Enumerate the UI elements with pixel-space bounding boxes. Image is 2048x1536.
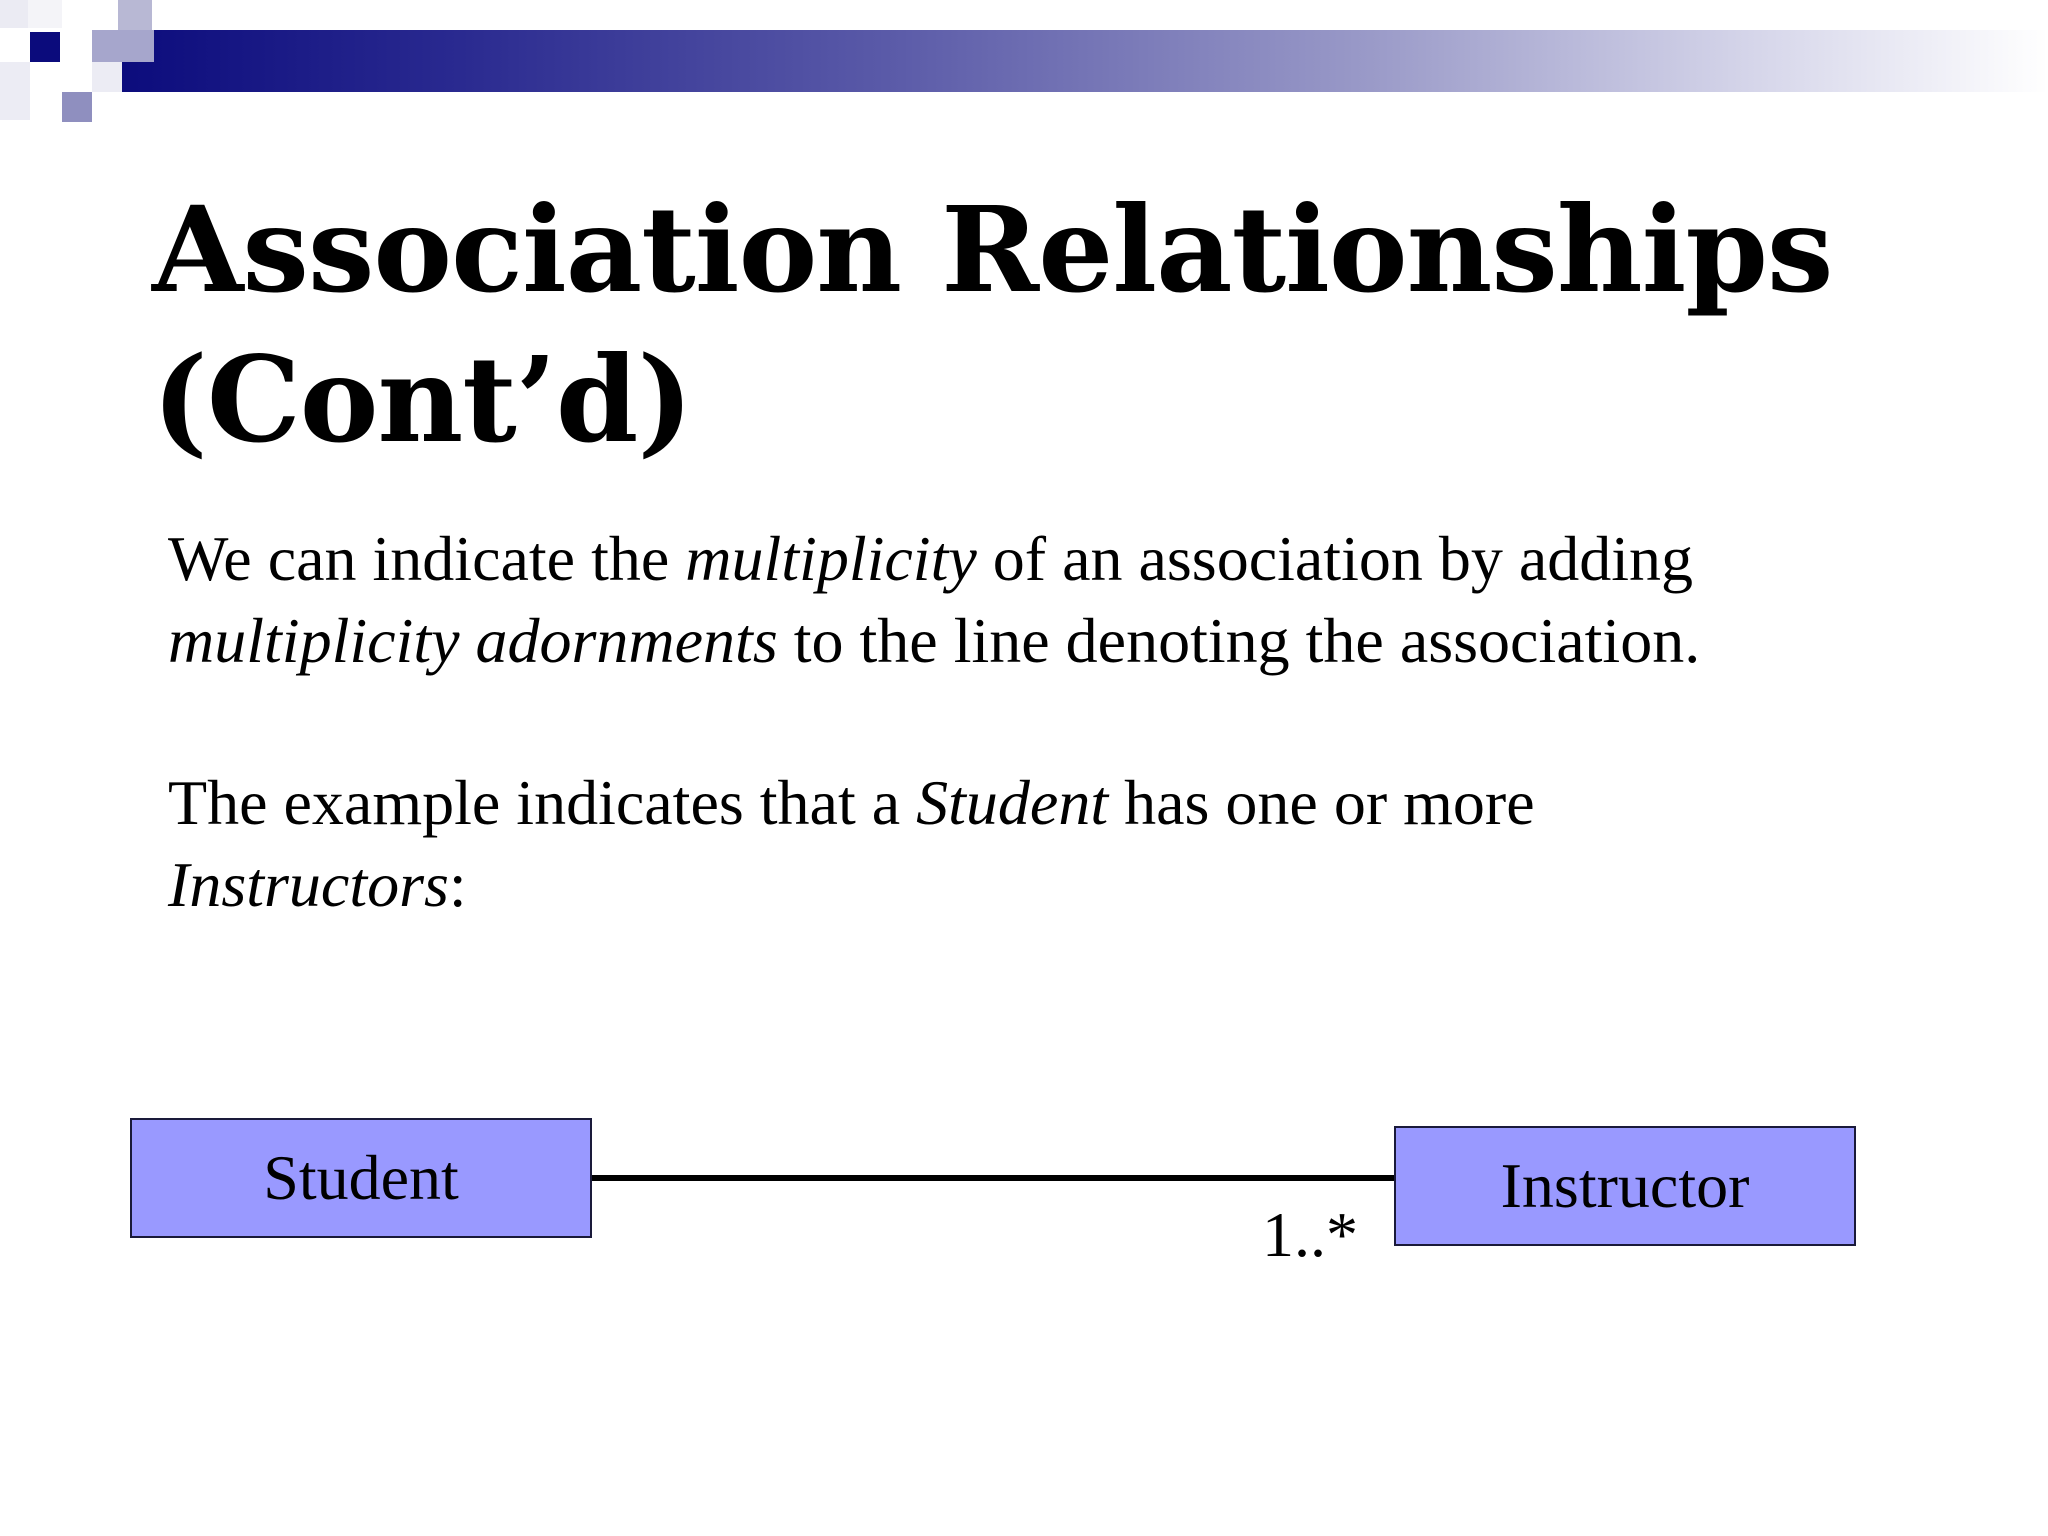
para1-italic-term: multiplicity adornments xyxy=(168,605,778,676)
header-square xyxy=(28,0,62,28)
para2-text: The example indicates that a xyxy=(168,767,917,838)
para1-italic-term: multiplicity xyxy=(685,523,977,594)
para2-italic-term: Student xyxy=(916,767,1109,838)
header-gradient-bar xyxy=(112,30,2048,92)
header-square xyxy=(92,62,122,92)
multiplicity-adornment: 1..* xyxy=(1262,1199,1358,1270)
para2-text: : xyxy=(448,849,467,920)
header-square xyxy=(62,92,92,122)
title-line-1: Association Relationships xyxy=(152,180,1833,319)
header-square xyxy=(0,0,28,28)
para1-text: of an association by adding xyxy=(976,523,1694,594)
para2-text: has one or more xyxy=(1108,767,1535,838)
header-square xyxy=(30,32,60,62)
header-square xyxy=(92,30,154,62)
instructor-class-box xyxy=(1394,1126,1856,1246)
para1-text: We can indicate the xyxy=(168,523,686,594)
paragraph-multiplicity xyxy=(168,518,1928,682)
header-square xyxy=(118,0,152,30)
title-line-2: (Cont’d) xyxy=(152,330,693,469)
student-class-label: Student xyxy=(263,1142,459,1213)
para1-text: to the line denoting the association. xyxy=(777,605,1701,676)
uml-association-diagram xyxy=(0,1100,2048,1300)
student-class-box xyxy=(130,1118,592,1238)
association-line xyxy=(592,1175,1394,1181)
header-square xyxy=(0,62,30,120)
paragraph-example xyxy=(168,762,1928,926)
slide-title xyxy=(152,175,1952,475)
para2-italic-term: Instructors xyxy=(168,849,449,920)
instructor-class-label: Instructor xyxy=(1500,1150,1750,1221)
